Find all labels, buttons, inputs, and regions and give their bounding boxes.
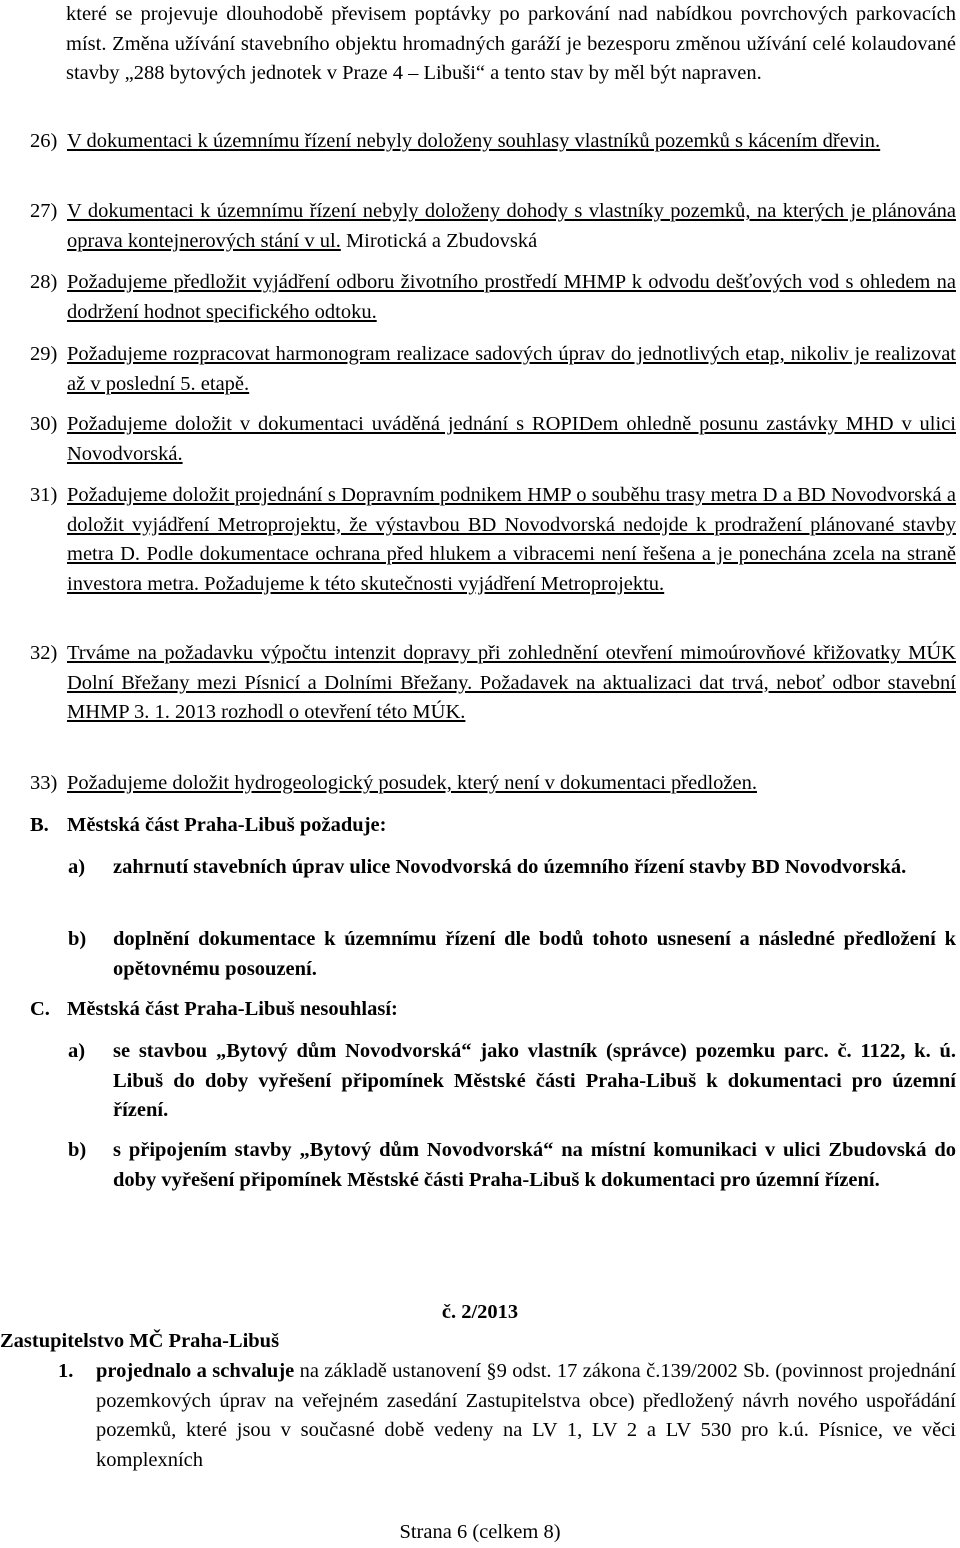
sub-text: s připojením stavby „Bytový dům Novodvorská“ na místní komunikaci v ulici Zbudovská do doby vyřešení připomínek Městské části Praha-Libuš k dokumentaci pro územní řízení. — [113, 1139, 956, 1191]
item-text-tail: Mirotická a Zbudovská — [340, 229, 538, 252]
resolution-item-verb: projednalo a schvaluje — [96, 1360, 295, 1382]
page-footer: Strana 6 (celkem 8) — [399, 1521, 561, 1543]
sub-text: se stavbou „Bytový dům Novodvorská“ jako vlastník (správce) pozemku parc. č. 1122, k. ú. Libuš do doby vyřešení připomínek Městské části Praha-Libuš k dokumentaci pro územní řízení. — [113, 1040, 956, 1121]
section-c-item-b — [68, 1136, 956, 1195]
item-number: 33) — [30, 772, 58, 794]
item-31 — [30, 481, 956, 599]
item-27 — [30, 197, 956, 256]
section-title: Městská část Praha-Libuš nesouhlasí: — [67, 998, 398, 1020]
item-text: Požadujeme rozpracovat harmonogram realizace sadových úprav do jednotlivých etap, nikoliv je realizovat až v poslední 5. etapě. — [67, 343, 956, 395]
item-number: 29) — [30, 343, 58, 365]
item-32 — [30, 639, 956, 728]
section-b-item-a — [68, 853, 956, 883]
item-number: 32) — [30, 642, 58, 664]
section-b-item-b — [68, 925, 956, 984]
section-c-heading — [30, 995, 930, 1025]
item-text: Požadujeme doložit hydrogeologický posudek, který není v dokumentaci předložen. — [67, 772, 757, 794]
item-number: 31) — [30, 484, 58, 506]
section-letter: B. — [30, 814, 49, 836]
resolution-item-text: na základě ustanovení §9 odst. 17 zákona č.139/2002 Sb. (povinnost projednání pozemkových úprav na veřejném zasedání Zastupitelstva obce) předložený návrh nového uspořádání pozemků, které jsou v současné době vedeny na LV 1, LV 2 a LV 530 pro k.ú. Písnice, ve věci komplexních — [96, 1360, 956, 1471]
sub-label: b) — [68, 928, 87, 950]
resolution-item-1 — [58, 1357, 956, 1475]
intro-line2: Změna užívání stavebního objektu hromadných garáží je bezesporu změnou užívání celé kolaudované stavby „288 bytových jednotek v Praze 4 – Libuši“ a tento stav by měl být napraven. — [66, 32, 956, 84]
item-number: 27) — [30, 200, 58, 222]
sub-label: a) — [68, 856, 86, 878]
item-number: 26) — [30, 130, 58, 152]
intro-line1: které se projevuje dlouhodobě převisem poptávky po parkování nad nabídkou povrchových parkovacích míst. — [66, 3, 956, 55]
sub-label: a) — [68, 1040, 86, 1062]
item-text: Trváme na požadavku výpočtu intenzit dopravy při zohlednění otevření mimoúrovňové křižovatky MÚK Dolní Břežany mezi Písnicí a Dolními Břežany. Požadavek na aktualizaci dat trvá, neboť odbor stavební MHMP 3. 1. 2013 rozhodl o otevření této MÚK. — [67, 642, 956, 723]
sub-label: b) — [68, 1139, 87, 1161]
item-text: Požadujeme doložit v dokumentaci uváděná jednání s ROPIDem ohledně posunu zastávky MHD v ulici Novodvorská. — [67, 413, 956, 465]
item-30 — [30, 410, 956, 469]
item-number: 28) — [30, 271, 58, 293]
item-text: V dokumentaci k územnímu řízení nebyly doloženy souhlasy vlastníků pozemků s kácením dřevin. — [67, 130, 881, 152]
section-letter: C. — [30, 998, 50, 1020]
section-b-heading — [30, 811, 930, 841]
resolution-number: č. 2/2013 — [441, 1301, 519, 1323]
item-number: 30) — [30, 413, 58, 435]
item-29 — [30, 340, 956, 399]
intro-paragraph — [66, 0, 956, 89]
item-text: Požadujeme doložit projednání s Dopravním podnikem HMP o souběhu trasy metra D a BD Novodvorská a doložit vyjádření Metroprojektu, že výstavbou BD Novodvorská nedojde k prodražení plánované stavby metra D. Podle dokumentace ochrana před hlukem a vibracemi není řešena a je ponechána zcela na straně investora metra. Požadujeme k této skutečnosti vyjádření Metroprojektu. — [67, 484, 956, 595]
item-28 — [30, 268, 956, 327]
sub-text: zahrnutí stavebních úprav ulice Novodvorská do územního řízení stavby BD Novodvorská. — [113, 856, 907, 878]
section-title: Městská část Praha-Libuš požaduje: — [67, 814, 387, 836]
resolution-item-number: 1. — [58, 1360, 74, 1382]
resolution-body: Zastupitelstvo MČ Praha-Libuš — [0, 1330, 280, 1352]
section-c-item-a — [68, 1037, 956, 1126]
item-26 — [30, 127, 956, 157]
sub-text: doplnění dokumentace k územnímu řízení dle bodů tohoto usnesení a následné předložení k opětovnému posouzení. — [113, 928, 956, 980]
item-text: V dokumentaci k územnímu řízení nebyly doloženy dohody s vlastníky pozemků, na kterých je plánována oprava kontejnerových stání v ul. — [67, 200, 956, 252]
item-33 — [30, 769, 956, 799]
item-text: Požadujeme předložit vyjádření odboru životního prostředí MHMP k odvodu dešťových vod s ohledem na dodržení hodnot specifického odtoku. — [67, 271, 956, 323]
